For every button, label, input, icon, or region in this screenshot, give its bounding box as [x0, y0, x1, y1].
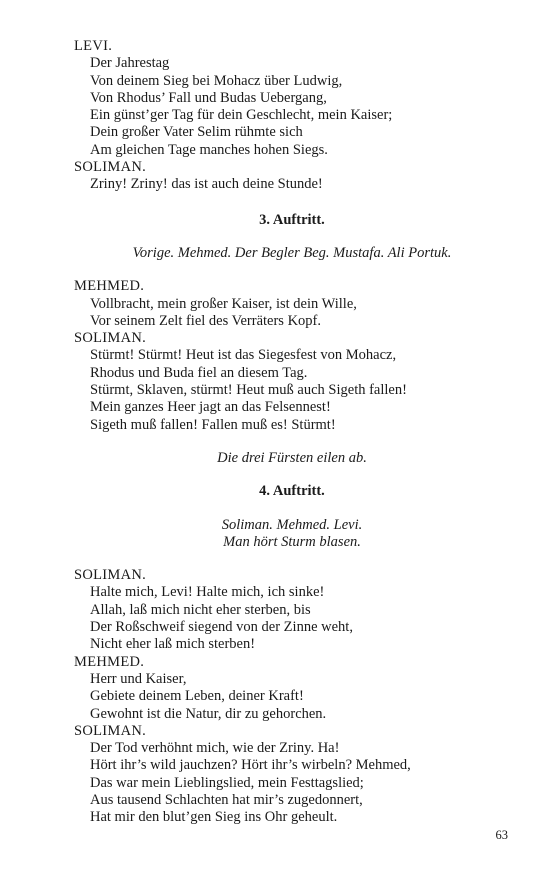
page-text — [74, 38, 510, 827]
speaker-name: MEHMED. — [74, 653, 145, 670]
verse-line: Am gleichen Tage manches hohen Siegs. — [90, 141, 328, 158]
speaker-name: SOLIMAN. — [74, 159, 147, 176]
stage-direction: Die drei Fürsten eilen ab. — [217, 449, 367, 466]
stage-direction: Soliman. Mehmed. Levi. — [221, 516, 363, 533]
speaker-name: SOLIMAN. — [74, 567, 147, 584]
spacer — [74, 501, 510, 517]
verse-line: Das war mein Lieblingslied, mein Festtagslied; — [90, 774, 364, 791]
verse-line: Vor seinem Zelt fiel des Verräters Kopf. — [90, 312, 321, 329]
speaker-name: LEVI. — [74, 38, 113, 54]
verse-line: Zriny! Zriny! das ist auch deine Stunde! — [90, 176, 323, 193]
verse-line: Herr und Kaiser, — [90, 670, 187, 687]
spacer — [74, 434, 510, 450]
verse-line: Stürmt, Sklaven, stürmt! Heut muß auch Sigeth fallen! — [90, 382, 407, 399]
stage-direction: Vorige. Mehmed. Der Begler Beg. Mustafa. Ali Portuk. — [132, 244, 452, 261]
scene-heading: 4. Auftritt. — [259, 483, 325, 500]
spacer — [74, 194, 510, 212]
speaker-name: SOLIMAN. — [74, 722, 147, 739]
verse-line: Vollbracht, mein großer Kaiser, ist dein Wille, — [90, 295, 357, 312]
speaker-name: SOLIMAN. — [74, 330, 147, 347]
spacer — [74, 467, 510, 483]
verse-line: Ein günst’ger Tag für dein Geschlecht, mein Kaiser; — [90, 107, 393, 124]
spacer — [74, 551, 510, 567]
verse-line: Der Roßschweif siegend von der Zinne weht, — [90, 619, 353, 636]
page-number: 63 — [495, 828, 508, 842]
verse-line: Rhodus und Buda fiel an diesem Tag. — [90, 364, 308, 381]
verse-line: Mein ganzes Heer jagt an das Felsennest! — [90, 399, 331, 416]
scene-heading: 3. Auftritt. — [259, 211, 325, 228]
spacer — [74, 262, 510, 278]
verse-line: Sigeth muß fallen! Fallen muß es! Stürmt! — [90, 416, 336, 433]
spacer — [74, 229, 510, 245]
stage-direction: Man hört Sturm blasen. — [223, 533, 361, 550]
verse-line: Gebiete deinem Leben, deiner Kraft! — [90, 688, 304, 705]
verse-line: Dein großer Vater Selim rühmte sich — [90, 124, 303, 141]
speaker-name: MEHMED. — [74, 278, 145, 295]
verse-line: Halte mich, Levi! Halte mich, ich sinke! — [90, 584, 325, 601]
verse-line: Von Rhodus’ Fall und Budas Uebergang, — [90, 89, 327, 106]
verse-line: Aus tausend Schlachten hat mir’s zugedonnert, — [90, 791, 363, 808]
verse-line: Hört ihr’s wild jauchzen? Hört ihr’s wirbeln? Mehmed, — [90, 757, 411, 774]
verse-line: Allah, laß mich nicht eher sterben, bis — [90, 601, 311, 618]
verse-line: Der Jahrestag — [90, 55, 170, 72]
verse-line: Der Tod verhöhnt mich, wie der Zriny. Ha! — [90, 740, 340, 757]
verse-line: Stürmt! Stürmt! Heut ist das Siegesfest von Mohacz, — [90, 347, 397, 364]
verse-line: Gewohnt ist die Natur, dir zu gehorchen. — [90, 705, 327, 722]
verse-line: Von deinem Sieg bei Mohacz über Ludwig, — [90, 72, 343, 89]
verse-line: Nicht eher laß mich sterben! — [90, 636, 256, 653]
verse-line: Hat mir den blut’gen Sieg ins Ohr geheult. — [90, 809, 338, 826]
